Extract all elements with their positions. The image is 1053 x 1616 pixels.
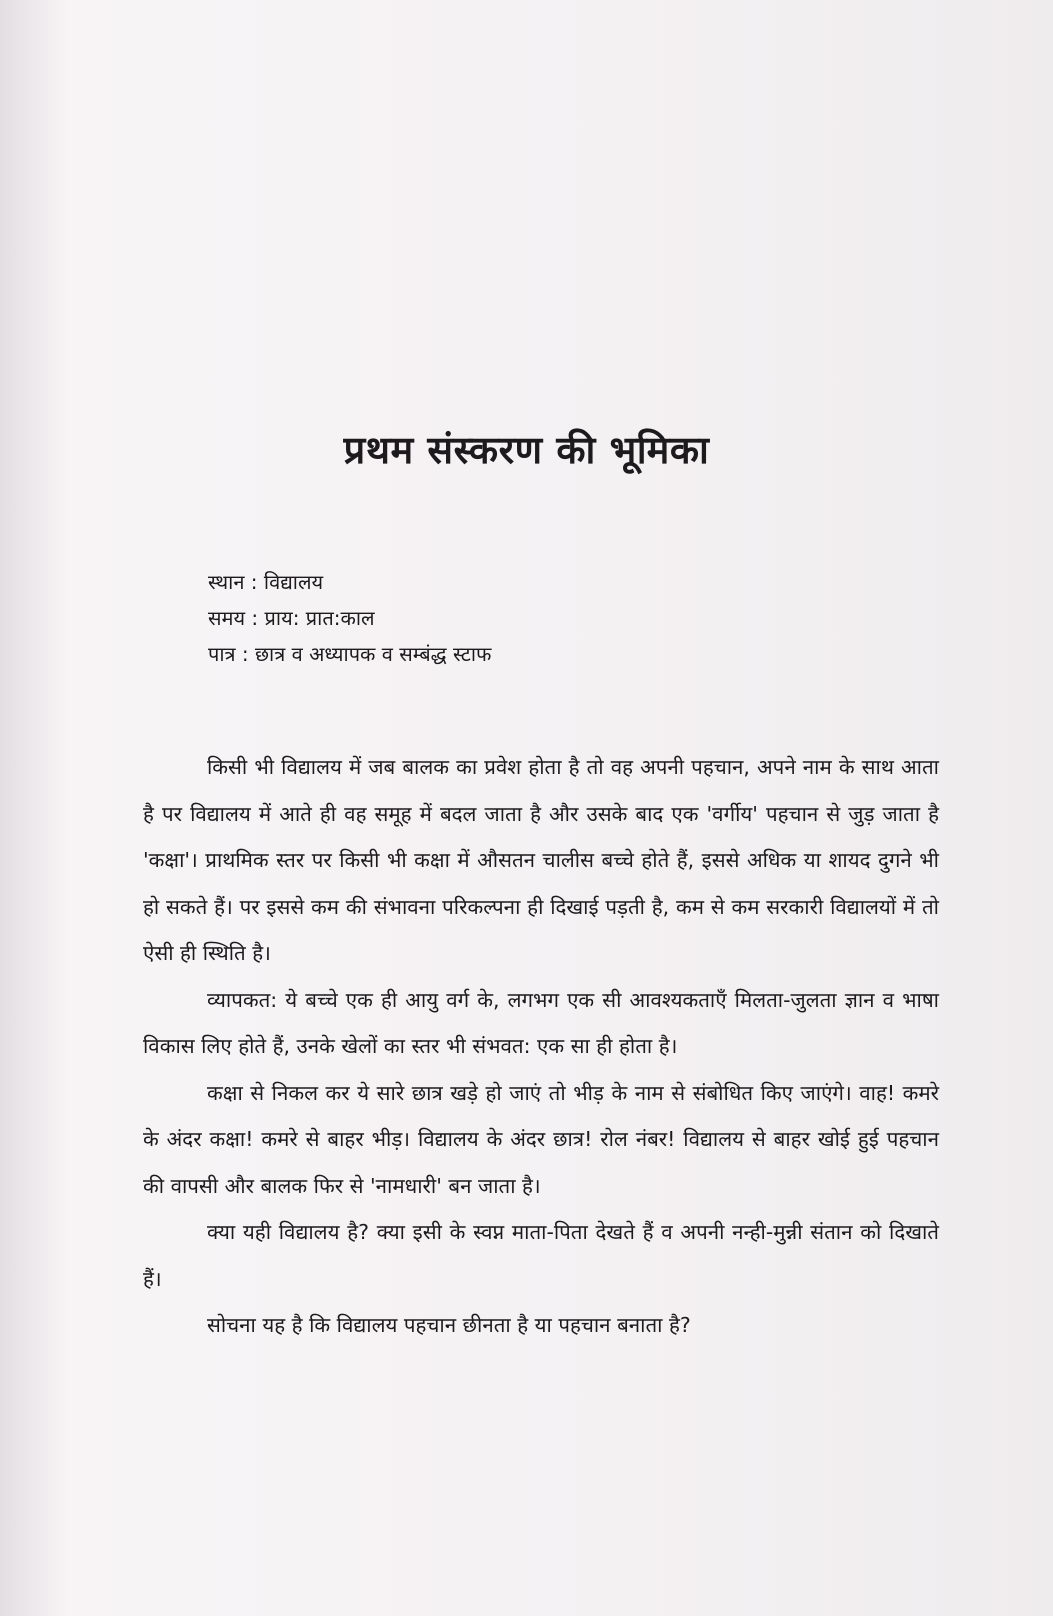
paragraph-1: किसी भी विद्यालय में जब बालक का प्रवेश होता है तो वह अपनी पहचान, अपने नाम के साथ आता है पर विद्यालय में आते ही वह समूह में बदल जाता है और उसके बाद एक 'वर्गीय' पहचान से जुड़ जाता है 'कक्षा'। प्राथमिक स्तर पर किसी भी कक्षा में औसतन चालीस बच्चे होते हैं, इससे अधिक या शायद दुगने भी हो सकते हैं। पर इससे कम की संभावना परिकल्पना ही दिखाई पड़ती है, कम से कम सरकारी विद्यालयों में तो ऐसी ही स्थिति है। xyxy=(143,755,939,965)
paragraph-2: व्यापकत: ये बच्चे एक ही आयु वर्ग के, लगभग एक सी आवश्यकताएँ मिलता-जुलता ज्ञान व भाषा विकास लिए होते हैं, उनके खेलों का स्तर भी संभवत: एक सा ही होता है। xyxy=(143,987,939,1058)
scene-place: स्थान : विद्यालय xyxy=(208,570,324,594)
scene-details xyxy=(208,564,491,672)
page-edge-shadow xyxy=(0,0,70,1616)
paragraph-3: कक्षा से निकल कर ये सारे छात्र खड़े हो जाएं तो भीड़ के नाम से संबोधित किए जाएंगे। वाह! कमरे के अंदर कक्षा! कमरे से बाहर भीड़। विद्यालय के अंदर छात्र! रोल नंबर! विद्यालय से बाहर खोई हुई पहचान की वापसी और बालक फिर से 'नामधारी' बन जाता है। xyxy=(143,1080,939,1198)
paragraph-4: क्या यही विद्यालय है? क्या इसी के स्वप्न माता-पिता देखते हैं व अपनी नन्ही-मुन्नी संतान को दिखाते हैं। xyxy=(143,1220,939,1291)
preface-body xyxy=(143,744,939,1349)
scene-time: समय : प्राय: प्रात:काल xyxy=(208,606,375,630)
paragraph-5: सोचना यह है कि विद्यालय पहचान छीनता है या पहचान बनाता है? xyxy=(207,1313,691,1337)
scene-characters: पात्र : छात्र व अध्यापक व सम्बंद्ध स्टाफ xyxy=(208,642,492,666)
page-title: प्रथम संस्करण की भूमिका xyxy=(343,428,710,473)
